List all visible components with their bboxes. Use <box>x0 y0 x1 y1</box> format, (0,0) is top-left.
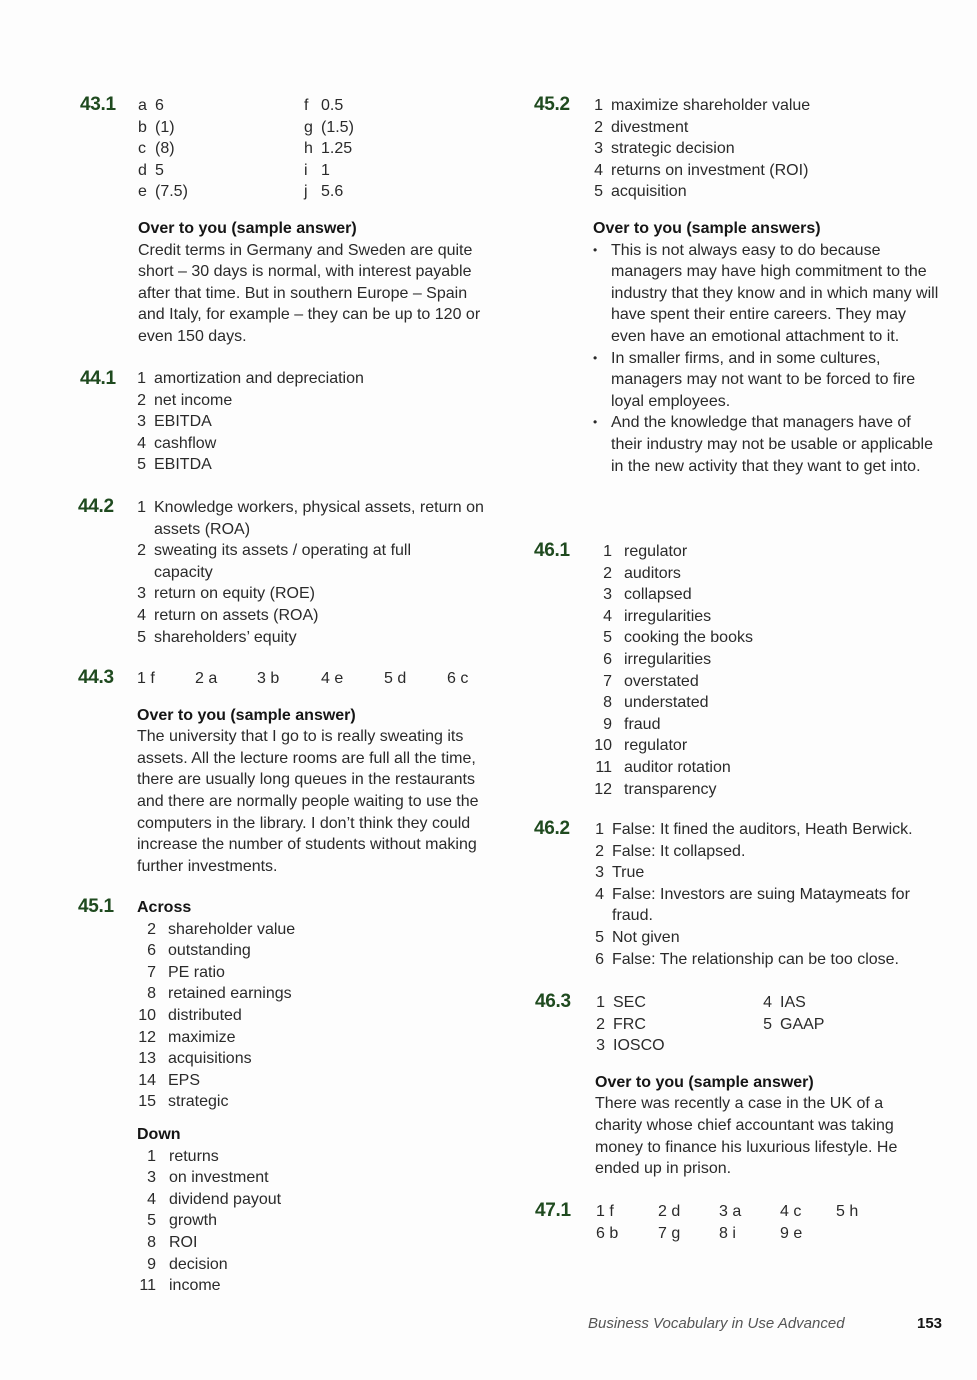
answer-key: d <box>138 161 147 179</box>
page-number: 153 <box>917 1315 943 1332</box>
answer-value: (1.5) <box>321 118 354 136</box>
answer-row <box>304 95 354 117</box>
answer-row <box>593 735 943 757</box>
section-46-1 <box>593 541 943 800</box>
item-number: 6 <box>595 950 604 968</box>
bullet-icon: • <box>593 350 598 365</box>
item-number: 10 <box>594 737 612 755</box>
item-text: cooking the books <box>624 629 753 647</box>
item-number: 2 <box>137 542 146 560</box>
answer-row <box>136 605 486 627</box>
item-number: 2 <box>137 391 146 409</box>
over-to-you-text: There was recently a case in the UK of a charity whose chief accountant was taking money to finance his luxurious lifestyle. He ended up in prison. <box>595 1095 898 1178</box>
item-text: IAS <box>780 994 806 1011</box>
answer-pair: 4 c <box>780 1203 802 1220</box>
item-number: 1 <box>595 821 604 838</box>
clue-row <box>137 1254 437 1276</box>
section-47-1 <box>596 1201 946 1244</box>
item-text: auditors <box>624 564 681 582</box>
section-number-44-2: 44.2 <box>78 496 114 517</box>
answer-pair: 3 a <box>719 1203 742 1220</box>
item-number: 11 <box>595 758 612 776</box>
answer-row <box>136 627 486 649</box>
item-text: divestment <box>611 118 689 136</box>
over-to-you-text: The university that I go to is really sweating its assets. All the lecture rooms are full all the time, there are usually long queues in the restaurants and there are normally people waiting to use the computers in the library. I don’t think they could increase the number of students without making further investments. <box>137 728 479 875</box>
item-number: 3 <box>137 585 146 603</box>
answer-row <box>593 627 943 649</box>
bullet-icon: • <box>593 242 598 257</box>
item-number: 5 <box>603 629 612 647</box>
item-number: 4 <box>594 161 603 179</box>
clue-answer: decision <box>169 1255 228 1273</box>
section-number-47-1: 47.1 <box>535 1200 571 1221</box>
clue-number: 3 <box>147 1169 156 1187</box>
item-number: 1 <box>594 97 603 114</box>
answer-row <box>138 160 304 182</box>
item-number: 5 <box>594 183 603 201</box>
answer-pair: 1 f <box>137 670 155 687</box>
answer-row <box>593 584 943 606</box>
answer-row <box>593 714 943 736</box>
bullet-item <box>593 348 943 413</box>
clue-row <box>137 1146 437 1168</box>
item-number: 2 <box>594 118 603 136</box>
answer-key: g <box>304 118 313 136</box>
answers-right-column <box>762 992 824 1057</box>
answer-key: a <box>138 97 147 114</box>
item-text: False: The relationship can be too close. <box>612 950 899 968</box>
answer-row <box>594 862 944 884</box>
down-heading: Down <box>137 1125 181 1143</box>
answer-row <box>136 433 486 455</box>
answer-row <box>593 757 943 779</box>
clue-row <box>137 919 437 941</box>
clue-answer: retained earnings <box>168 985 292 1003</box>
item-number: 4 <box>763 994 772 1011</box>
clue-number: 15 <box>138 1093 156 1111</box>
clue-answer: acquisitions <box>168 1050 252 1068</box>
item-text: sweating its assets / operating at full capacity <box>154 542 412 581</box>
item-number: 5 <box>137 456 146 474</box>
over-to-you-heading: Over to you (sample answer) <box>137 706 356 724</box>
item-text: auditor rotation <box>624 758 731 776</box>
clue-number: 11 <box>139 1277 156 1295</box>
answer-row <box>595 1014 762 1036</box>
answer-row <box>593 117 943 139</box>
answer-row <box>762 992 824 1014</box>
answer-row <box>304 117 354 139</box>
answer-row <box>596 1223 946 1245</box>
item-text: EBITDA <box>154 413 212 431</box>
clue-number: 13 <box>138 1050 156 1068</box>
clue-row <box>137 1232 437 1254</box>
answer-row <box>595 1035 762 1057</box>
item-text: net income <box>154 391 233 409</box>
bullet-text: In smaller firms, and in some cultures, managers may not want to be forced to fire loyal employees. <box>611 349 916 410</box>
item-text: False: Investors are suing Mataymeats for fraud. <box>612 885 910 925</box>
answer-pair: 2 a <box>195 670 218 687</box>
answer-row <box>136 497 486 540</box>
section-45-2 <box>593 95 943 477</box>
answer-row <box>137 668 487 690</box>
item-number: 4 <box>595 885 604 903</box>
clue-answer: on investment <box>169 1169 269 1187</box>
clue-answer: PE ratio <box>168 963 225 981</box>
item-text: cashflow <box>154 434 217 452</box>
answer-row <box>594 884 944 927</box>
over-to-you-heading: Over to you (sample answers) <box>593 219 821 237</box>
clue-row <box>137 1275 437 1297</box>
answer-key: b <box>138 118 147 136</box>
item-text: FRC <box>613 1015 646 1033</box>
section-number-45-1: 45.1 <box>78 896 114 917</box>
answer-row <box>593 606 943 628</box>
answer-value: (7.5) <box>155 183 188 201</box>
item-text: return on equity (ROE) <box>154 585 315 603</box>
item-number: 1 <box>603 543 612 560</box>
answer-row <box>593 541 943 563</box>
clue-row <box>137 1005 437 1027</box>
answer-value: (1) <box>155 118 175 136</box>
clue-answer: maximize <box>168 1028 236 1046</box>
clue-row <box>137 983 437 1005</box>
item-number: 1 <box>596 994 605 1011</box>
answer-row <box>304 181 354 203</box>
answer-pair: 5 h <box>836 1203 859 1220</box>
bullet-text: This is not always easy to do because managers may have high commitment to the industry that they know and in which many will have spent their entire careers. They may even have an emotional attachment to it. <box>611 241 939 345</box>
answer-value: 0.5 <box>321 97 344 114</box>
answer-key: j <box>304 183 308 201</box>
clue-answer: distributed <box>168 1006 242 1024</box>
clue-answer: shareholder value <box>168 920 296 938</box>
item-text: acquisition <box>611 183 687 201</box>
item-number: 4 <box>137 606 146 624</box>
section-number-44-3: 44.3 <box>78 667 114 688</box>
item-number: 2 <box>596 1015 605 1033</box>
section-44-2 <box>136 497 486 648</box>
answer-row <box>593 649 943 671</box>
answer-row <box>136 390 486 412</box>
section-44-1 <box>136 368 486 476</box>
item-text: Not given <box>612 928 680 946</box>
clue-answer: strategic <box>168 1093 229 1111</box>
answer-row <box>136 583 486 605</box>
clue-number: 8 <box>147 1233 156 1251</box>
item-number: 3 <box>137 413 146 431</box>
item-number: 6 <box>603 650 612 668</box>
section-number-46-1: 46.1 <box>534 540 570 561</box>
answer-row <box>762 1014 824 1036</box>
item-number: 1 <box>137 499 146 516</box>
clue-answer: outstanding <box>168 942 251 960</box>
item-text: understated <box>624 694 709 712</box>
over-to-you-heading: Over to you (sample answer) <box>138 219 357 237</box>
clue-number: 8 <box>147 985 156 1003</box>
answer-pair: 2 d <box>658 1203 681 1220</box>
clue-row <box>137 1091 437 1113</box>
across-heading: Across <box>137 899 192 916</box>
section-45-1 <box>137 897 437 1297</box>
answer-value: 5.6 <box>321 183 344 201</box>
clue-number: 10 <box>138 1006 156 1024</box>
answer-row <box>304 138 354 160</box>
answer-row <box>594 819 944 841</box>
item-number: 5 <box>137 628 146 646</box>
answers-right-column <box>304 95 354 203</box>
clue-row <box>137 1048 437 1070</box>
answer-pair: 8 i <box>719 1224 736 1242</box>
item-text: irregularities <box>624 650 712 668</box>
item-text: GAAP <box>780 1015 825 1033</box>
answer-row <box>138 181 304 203</box>
clue-row <box>137 1210 437 1232</box>
item-text: IOSCO <box>613 1037 665 1055</box>
answer-value: 1.25 <box>321 140 353 158</box>
answer-row <box>595 992 762 1014</box>
bullet-icon: • <box>593 415 598 430</box>
item-text: irregularities <box>624 607 712 625</box>
answer-row <box>594 949 944 971</box>
answer-key: h <box>304 140 313 158</box>
answer-row <box>138 117 304 139</box>
answer-row <box>593 563 943 585</box>
answer-row <box>593 138 943 160</box>
item-number: 3 <box>603 586 612 604</box>
item-text: regulator <box>624 737 688 755</box>
item-text: overstated <box>624 672 699 690</box>
item-text: True <box>612 864 645 882</box>
item-text: False: It collapsed. <box>612 842 746 860</box>
item-text: transparency <box>624 780 717 798</box>
item-number: 8 <box>603 694 612 712</box>
item-text: strategic decision <box>611 140 735 158</box>
section-number-46-2: 46.2 <box>534 818 570 839</box>
item-text: return on assets (ROA) <box>154 606 319 624</box>
clue-row <box>137 1189 437 1211</box>
item-number: 7 <box>603 672 612 690</box>
answers-left-column <box>138 95 304 203</box>
answer-row <box>593 692 943 714</box>
item-number: 4 <box>137 434 146 452</box>
over-to-you-heading: Over to you (sample answer) <box>595 1073 814 1091</box>
bullet-text: And the knowledge that managers have of their industry may not be usable or applicable in the new activity that they want to get into. <box>611 414 933 475</box>
answer-row <box>136 411 486 433</box>
item-text: returns on investment (ROI) <box>611 161 809 179</box>
item-text: SEC <box>613 994 646 1011</box>
section-43-1 <box>138 95 488 348</box>
answers-left-column <box>595 992 762 1057</box>
section-number-46-3: 46.3 <box>535 991 571 1012</box>
answer-pair: 5 d <box>384 670 407 687</box>
clue-number: 9 <box>147 1255 156 1273</box>
answer-pair: 4 e <box>321 670 344 687</box>
bullet-item <box>593 240 943 348</box>
over-to-you-text: Credit terms in Germany and Sweden are quite short – 30 days is normal, with interest payable after that time. But in southern Europe – Spain and Italy, for example – they can be up to 120 or even 150 days. <box>138 241 481 345</box>
section-44-3 <box>137 668 487 877</box>
answer-pair: 6 c <box>447 670 469 687</box>
section-46-3 <box>595 992 945 1180</box>
clue-answer: dividend payout <box>169 1190 282 1208</box>
clue-number: 6 <box>147 942 156 960</box>
bullet-item <box>593 412 943 477</box>
clue-answer: ROI <box>169 1233 198 1251</box>
section-number-45-2: 45.2 <box>534 94 570 115</box>
answer-pair: 3 b <box>257 670 280 687</box>
answer-pair: 9 e <box>780 1224 803 1242</box>
clue-answer: growth <box>169 1212 218 1230</box>
item-number: 3 <box>595 864 604 882</box>
clue-number: 1 <box>147 1147 156 1165</box>
item-number: 4 <box>603 607 612 625</box>
item-text: Knowledge workers, physical assets, return on assets (ROA) <box>154 499 484 538</box>
answer-row <box>138 138 304 160</box>
item-text: shareholders’ equity <box>154 628 297 646</box>
clue-row <box>137 1167 437 1189</box>
item-text: collapsed <box>624 586 692 604</box>
item-number: 5 <box>763 1015 772 1033</box>
clue-number: 7 <box>147 963 156 981</box>
answer-row <box>593 160 943 182</box>
answer-pair: 1 f <box>596 1203 614 1220</box>
answer-value: 6 <box>155 97 164 114</box>
answer-value: 1 <box>321 161 330 179</box>
section-number-43-1: 43.1 <box>80 94 116 115</box>
item-text: fraud <box>624 715 661 733</box>
clue-number: 14 <box>138 1071 156 1089</box>
item-text: EBITDA <box>154 456 212 474</box>
clue-row <box>137 1027 437 1049</box>
clue-number: 2 <box>147 920 156 938</box>
answer-row <box>136 454 486 476</box>
item-number: 5 <box>595 928 604 946</box>
section-46-2 <box>594 819 944 970</box>
clue-number: 5 <box>147 1212 156 1230</box>
answer-row <box>593 671 943 693</box>
clue-answer: income <box>169 1277 221 1295</box>
item-number: 3 <box>596 1037 605 1055</box>
answer-row <box>596 1201 946 1223</box>
answer-row <box>138 95 304 117</box>
answer-row <box>136 368 486 390</box>
clue-number: 4 <box>147 1190 156 1208</box>
answer-row <box>593 181 943 203</box>
answer-key: c <box>138 140 146 158</box>
answer-row <box>304 160 354 182</box>
answer-value: (8) <box>155 140 175 158</box>
item-text: False: It fined the auditors, Heath Berwick. <box>612 821 913 838</box>
answer-pair: 7 g <box>658 1224 681 1242</box>
answer-key: i <box>304 161 308 179</box>
item-number: 9 <box>603 715 612 733</box>
item-text: maximize shareholder value <box>611 97 811 114</box>
clue-answer: EPS <box>168 1071 201 1089</box>
item-number: 3 <box>594 140 603 158</box>
item-text: amortization and depreciation <box>154 370 364 387</box>
item-text: regulator <box>624 543 688 560</box>
answer-row <box>594 927 944 949</box>
section-number-44-1: 44.1 <box>80 368 116 389</box>
item-number: 2 <box>603 564 612 582</box>
answer-key: f <box>304 97 309 114</box>
answer-row <box>593 779 943 801</box>
item-number: 1 <box>137 370 146 387</box>
clue-row <box>137 962 437 984</box>
answer-row <box>593 95 943 117</box>
answer-row <box>594 841 944 863</box>
clue-row <box>137 940 437 962</box>
answer-key: e <box>138 183 147 201</box>
answer-row <box>136 540 486 583</box>
clue-number: 12 <box>138 1028 156 1046</box>
answer-value: 5 <box>155 161 164 179</box>
clue-row <box>137 1070 437 1092</box>
item-number: 2 <box>595 842 604 860</box>
item-number: 12 <box>594 780 612 798</box>
footer-book-title: Business Vocabulary in Use Advanced <box>588 1315 845 1332</box>
clue-answer: returns <box>169 1147 219 1165</box>
answer-pair: 6 b <box>596 1224 619 1242</box>
